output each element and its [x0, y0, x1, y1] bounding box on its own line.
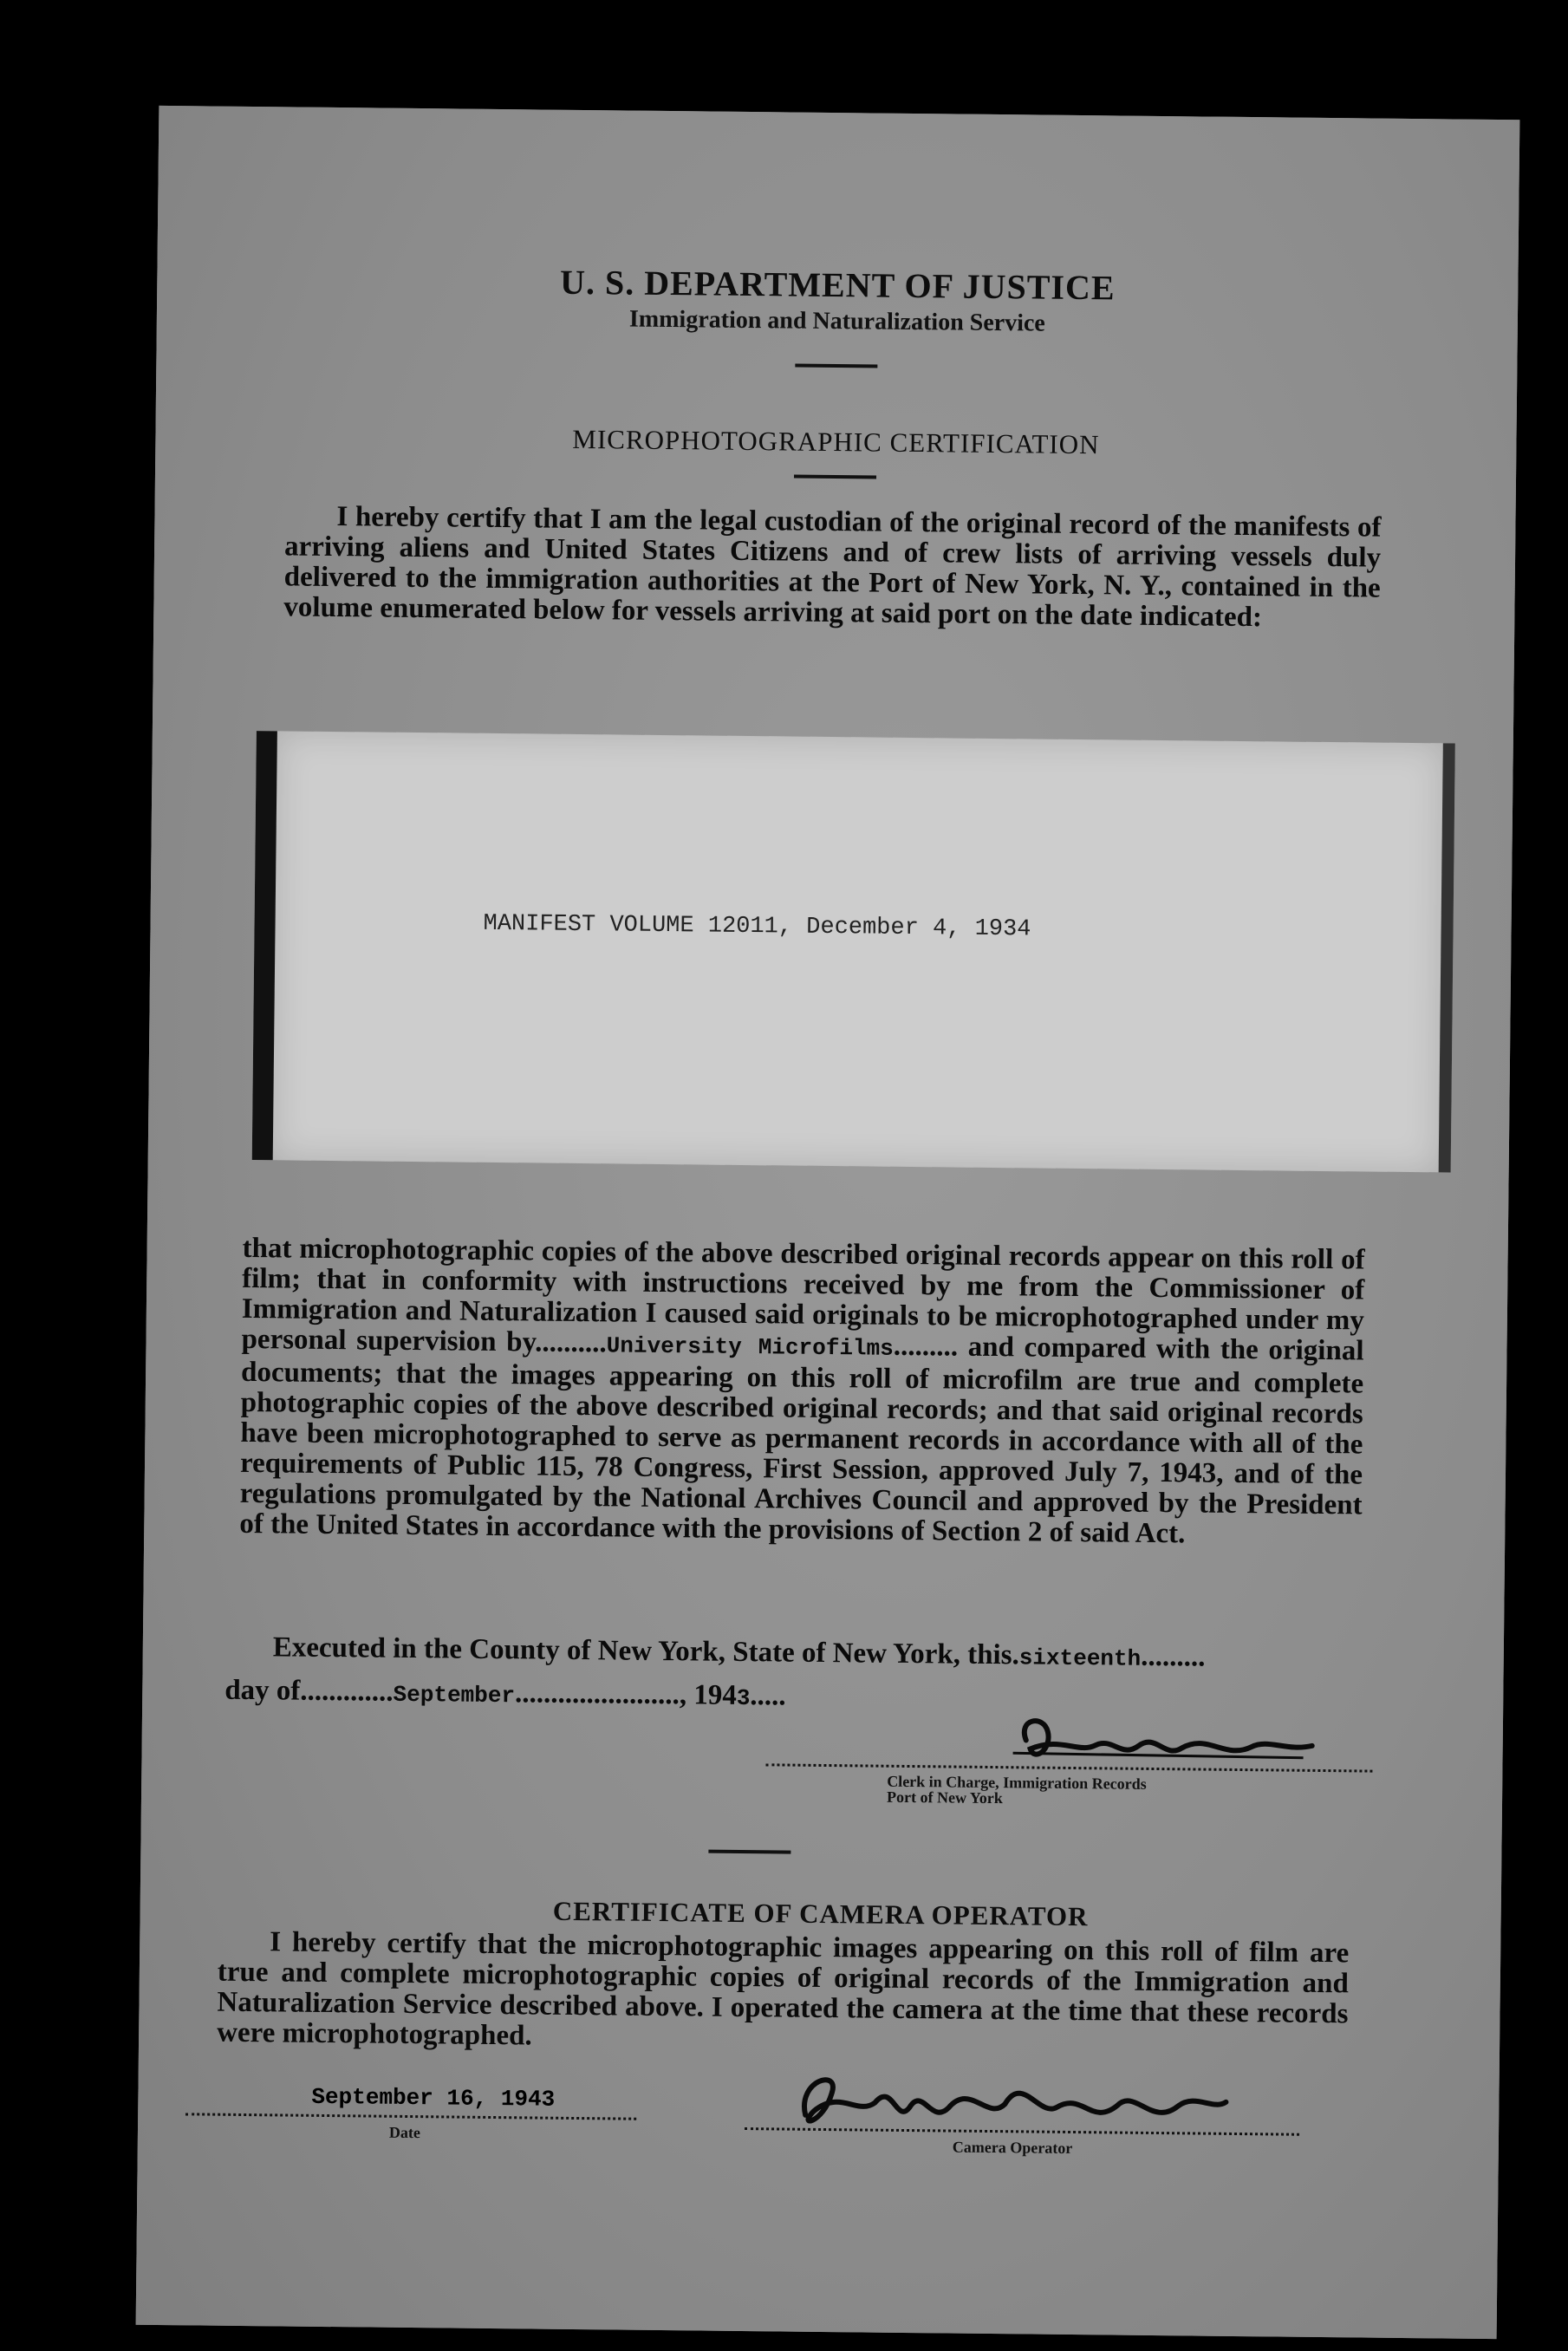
execution-day: sixteenth — [1018, 1644, 1142, 1672]
year-digit: 3 — [736, 1684, 751, 1712]
execution-text: Executed in the County of New York, State of New York, this — [272, 1631, 1012, 1671]
year-prefix: , 194 — [679, 1679, 737, 1711]
clerk-title — [887, 1774, 1147, 1807]
divider — [794, 475, 876, 479]
department-heading: U. S. DEPARTMENT OF JUSTICE — [559, 262, 1116, 308]
date-label: Date — [388, 2123, 421, 2142]
service-subheading: Immigration and Naturalization Service — [628, 305, 1045, 337]
day-of-line: day of.............September......................., 1943..... — [224, 1674, 786, 1712]
camera-operator-label: Camera Operator — [952, 2138, 1073, 2158]
camera-operator-paragraph: I hereby certify that the microphotographic images appearing on this roll of film are true and complete microphotographic copies of original records of the Immigration and Naturalization Service described above. I operated the camera at the time that these records were microphotographed. — [216, 1926, 1350, 2052]
camera-operator-title: CERTIFICATE OF CAMERA OPERATOR — [552, 1895, 1089, 1932]
clerk-title-line1: Clerk in Charge, Immigration Records — [887, 1772, 1147, 1793]
day-of-label: day of — [224, 1674, 301, 1707]
certificate-sheet — [136, 106, 1520, 2339]
body-text-part2: and compared with the original documents; that the images appearing on this roll of microfilm are true and complete photographic copies of the above described original records; and that said original records have been microphotographed to serve as permanent records in accordance with all of the requirements of Public 115, 78 Congress, First Session, approved July 7, 1943, and of the regulations promulgated by the National Archives Council and approved by the President of the United States in accordance with the provisions of Section 2 of said Act. — [239, 1331, 1364, 1550]
divider — [708, 1850, 791, 1854]
execution-line: Executed in the County of New York, State of New York, this.sixteenth......... — [272, 1631, 1206, 1673]
intro-paragraph: I hereby certify that I am the legal custodian of the original record of the manifests of arriving aliens and United States Citizens and of crew lists of arriving vessels duly delivered to the immigration authorities at the Port of New York, N. Y., contained in the volume enumerated below for vessels arriving at said port on the date indicated: — [283, 501, 1382, 634]
volume-slip — [252, 731, 1455, 1172]
camera-date: September 16, 1943 — [311, 2083, 556, 2113]
certification-body: that microphotographic copies of the above described original records appear on this roll of film; that in conformity with instructions received by me from the Commissioner of Immigration and Naturalization I caused said originals to be microphotographed under my personal supervision by..........University Microfilms......... and compared with the original documents; that the images appearing on this roll of microfilm are true and complete photographic copies of the above described original records; and that said original records have been microphotographed to serve as permanent records in accordance with all of the requirements of Public 115, 78 Congress, First Session, approved July 7, 1943, and of the regulations promulgated by the National Archives Council and approved by the President of the United States in accordance with the provisions of Section 2 of said Act. — [239, 1232, 1365, 1550]
body-text-part1: that microphotographic copies of the above described original records appear on this roll of film; that in conformity with instructions received by me from the Commissioner of Immigration and Naturalization I caused said originals to be microphotographed under my personal supervision by — [241, 1232, 1365, 1358]
certification-title: MICROPHOTOGRAPHIC CERTIFICATION — [572, 423, 1100, 460]
execution-month: September — [393, 1681, 516, 1710]
clerk-title-line2: Port of New York — [886, 1788, 1003, 1807]
clerk-signature — [1008, 1710, 1321, 1774]
supervisor-name: University Microfilms — [606, 1332, 894, 1362]
volume-slip-text: MANIFEST VOLUME 12011, December 4, 1934 — [483, 910, 1031, 943]
divider — [795, 364, 877, 368]
